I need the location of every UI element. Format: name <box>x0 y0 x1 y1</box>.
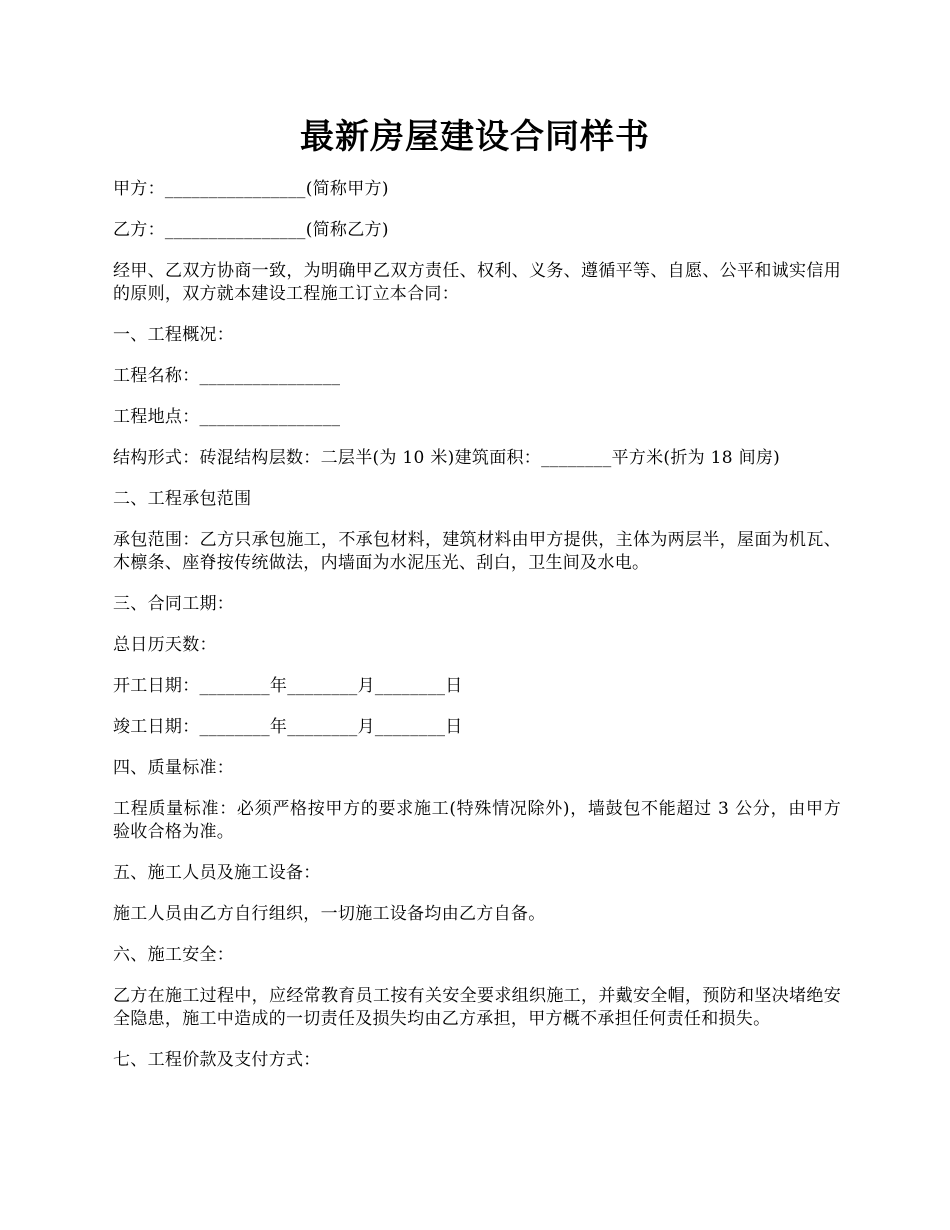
structure-line: 结构形式：砖混结构层数：二层半(为 10 米)建筑面积：________平方米(折为 18 间房) <box>113 448 781 468</box>
section-heading-scope: 二、工程承包范围 <box>113 489 252 509</box>
total-days-line: 总日历天数： <box>113 635 217 655</box>
scope-paragraph: 承包范围：乙方只承包施工，不承包材料，建筑材料由甲方提供，主体为两层半，屋面为机瓦、木檩条、座脊按传统做法，内墙面为水泥压光、刮白，卫生间及水电。 <box>113 530 841 573</box>
project-name-line: 工程名称：________________ <box>113 366 341 386</box>
section-heading-overview: 一、工程概况： <box>113 325 235 345</box>
section-heading-duration: 三、合同工期： <box>113 594 235 614</box>
section-heading-personnel: 五、施工人员及施工设备： <box>113 863 321 883</box>
section-heading-quality: 四、质量标准： <box>113 758 235 778</box>
safety-paragraph: 乙方在施工过程中，应经常教育员工按有关安全要求组织施工，并戴安全帽，预防和坚决堵绝安全隐患，施工中造成的一切责任及损失均由乙方承担，甲方概不承担任何责任和损失。 <box>113 986 841 1029</box>
project-location-line: 工程地点：________________ <box>113 407 341 427</box>
document-title: 最新房屋建设合同样书 <box>300 117 650 157</box>
preamble-paragraph: 经甲、乙双方协商一致，为明确甲乙双方责任、权利、义务、遵循平等、自愿、公平和诚实信用的原则，双方就本建设工程施工订立本合同： <box>113 261 841 304</box>
section-heading-safety: 六、施工安全： <box>113 945 235 965</box>
personnel-paragraph: 施工人员由乙方自行组织，一切施工设备均由乙方自备。 <box>113 904 546 924</box>
document-body <box>113 178 841 1090</box>
party-a-line: 甲方：________________(简称甲方) <box>113 179 389 199</box>
party-b-line: 乙方：________________(简称乙方) <box>113 220 389 240</box>
section-heading-payment: 七、工程价款及支付方式： <box>113 1050 321 1070</box>
quality-paragraph: 工程质量标准：必须严格按甲方的要求施工(特殊情况除外)，墙鼓包不能超过 3 公分，由甲方验收合格为准。 <box>113 799 841 842</box>
completion-date-line: 竣工日期：________年________月________日 <box>113 717 463 737</box>
start-date-line: 开工日期：________年________月________日 <box>113 676 463 696</box>
